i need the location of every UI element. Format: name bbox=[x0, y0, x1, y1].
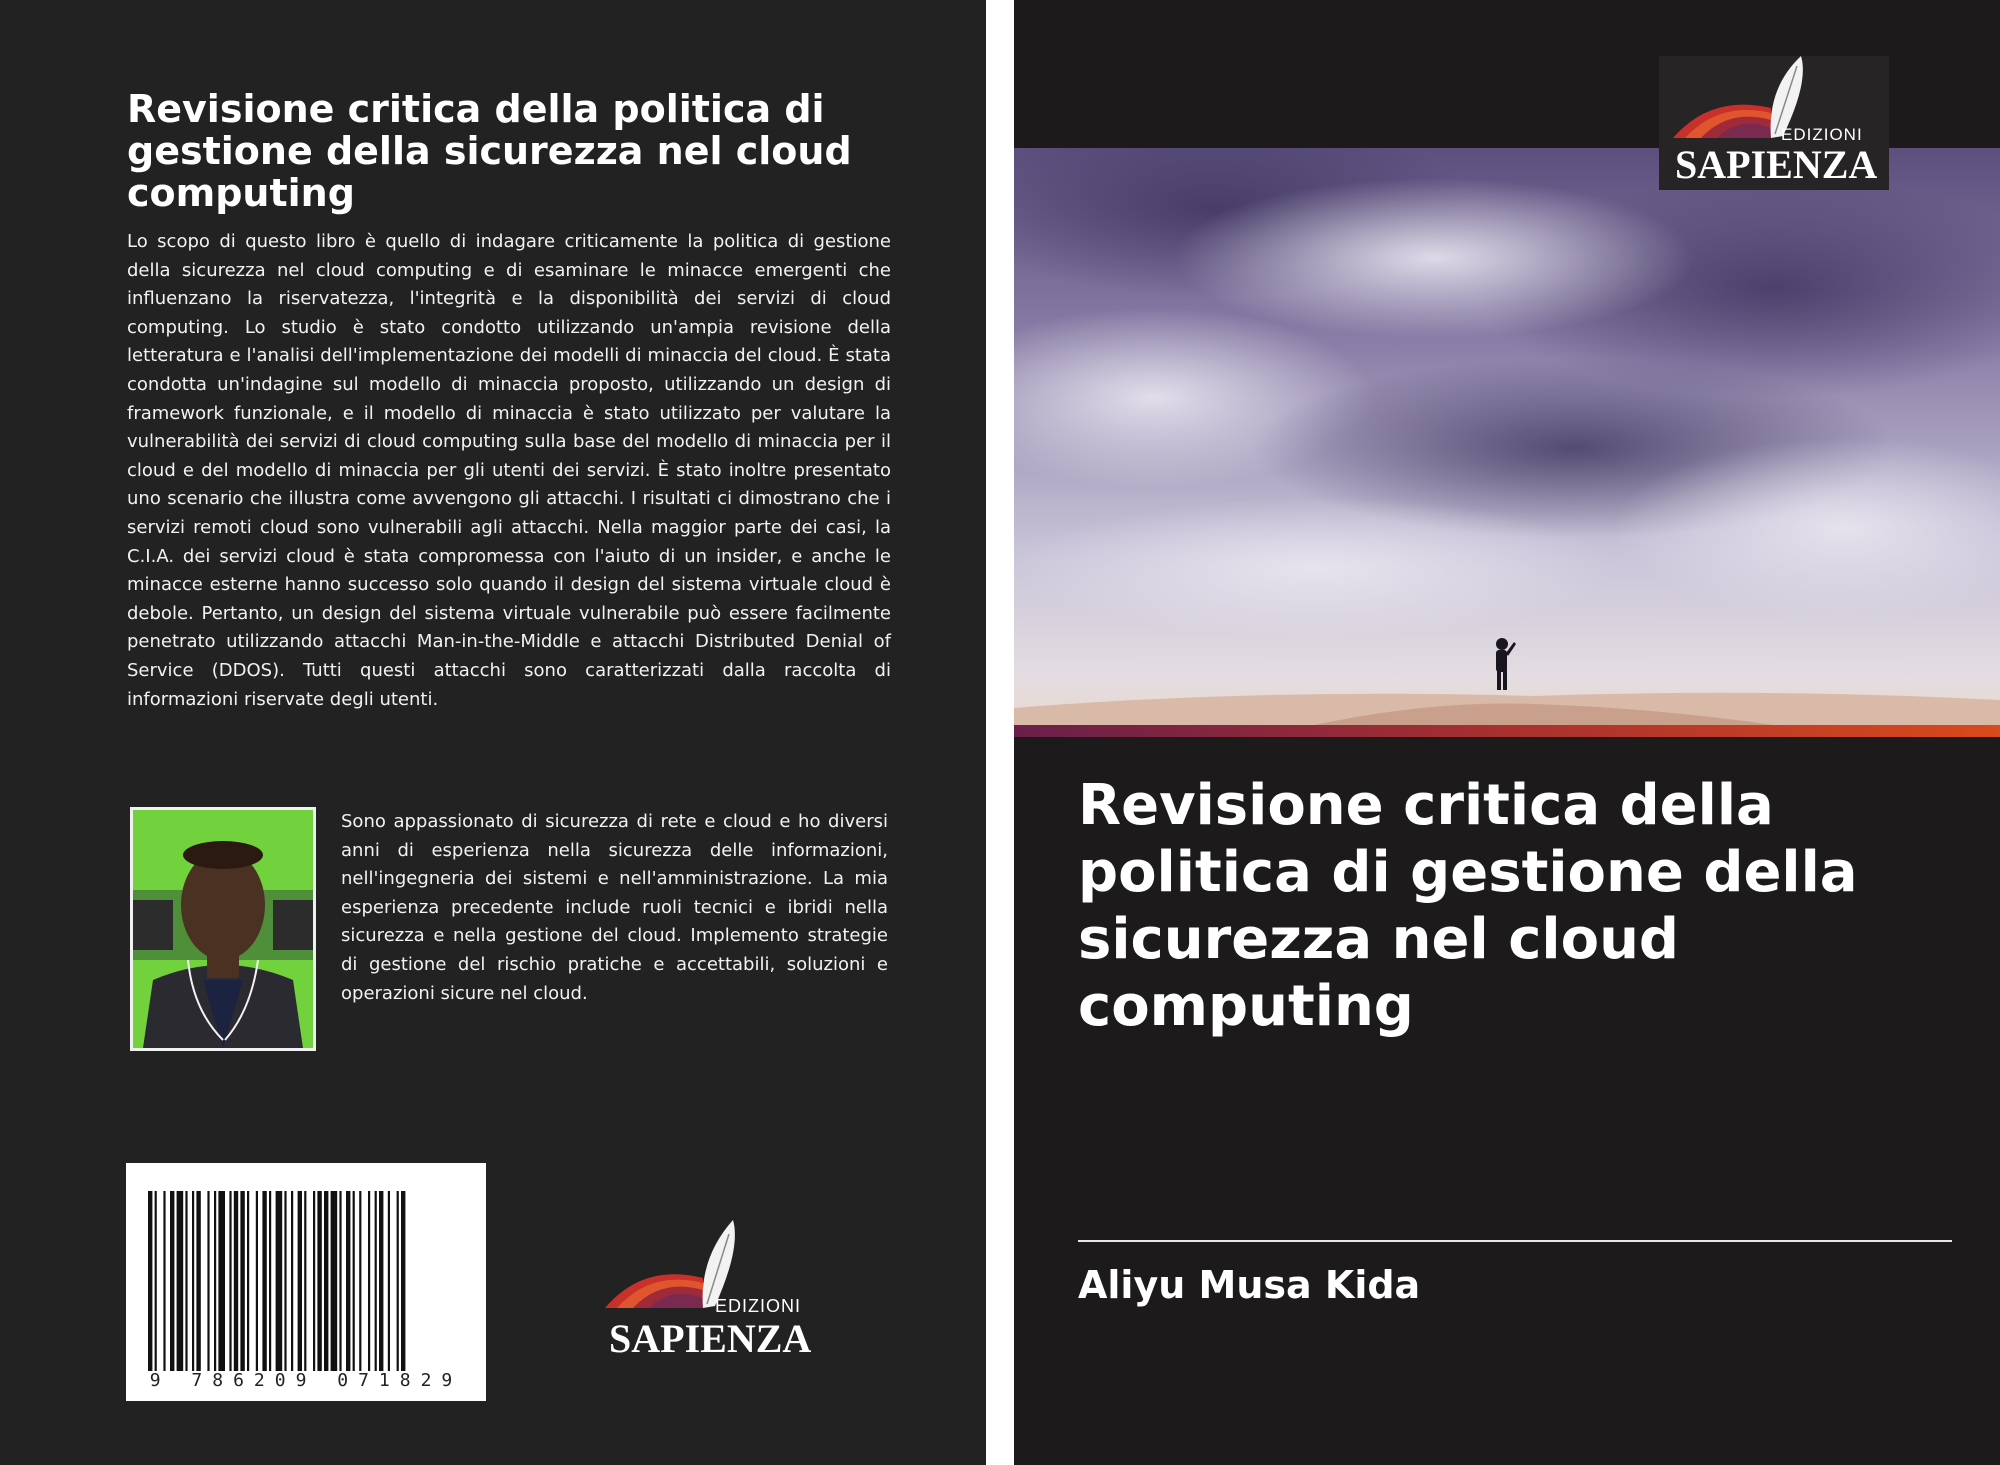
barcode-bar bbox=[298, 1191, 302, 1371]
front-cover bbox=[1014, 0, 2000, 1465]
publisher-edition-label-front: EDIZIONI bbox=[1781, 125, 1863, 144]
barcode-bar bbox=[229, 1191, 231, 1371]
publisher-name-front: SAPIENZA bbox=[1675, 142, 1878, 187]
publisher-name-back: SAPIENZA bbox=[609, 1316, 812, 1358]
barcode-bar bbox=[234, 1191, 238, 1371]
barcode-bar bbox=[170, 1191, 174, 1371]
front-cover-title: Revisione critica della politica di gestione della sicurezza nel cloud computing bbox=[1078, 773, 1858, 1039]
author-portrait-image bbox=[133, 810, 313, 1048]
feather-quill-icon bbox=[1659, 56, 1889, 190]
barcode-bar bbox=[155, 1191, 157, 1371]
cover-sky-image bbox=[1014, 148, 2000, 725]
barcode-bar bbox=[375, 1191, 377, 1371]
barcode-bar bbox=[177, 1191, 184, 1371]
author-photo bbox=[130, 807, 316, 1051]
barcode-bar bbox=[317, 1191, 321, 1371]
barcode-bars bbox=[126, 1163, 486, 1401]
barcode-bar bbox=[359, 1191, 361, 1371]
feather-quill-icon bbox=[603, 1218, 823, 1358]
barcode-bar bbox=[346, 1191, 350, 1371]
barcode-bar bbox=[185, 1191, 187, 1371]
barcode-bar bbox=[240, 1191, 244, 1371]
barcode-bar bbox=[256, 1191, 258, 1371]
barcode-bar bbox=[247, 1191, 249, 1371]
barcode-bar bbox=[214, 1191, 216, 1371]
accent-strip bbox=[1014, 725, 2000, 737]
barcode-bar bbox=[368, 1191, 370, 1371]
isbn-digits: 9 786209 071829 bbox=[149, 1370, 463, 1391]
barcode-bar bbox=[324, 1191, 328, 1371]
title-divider bbox=[1078, 1240, 1952, 1242]
spine-gap bbox=[986, 0, 1014, 1465]
barcode-bar bbox=[276, 1191, 283, 1371]
barcode-bar bbox=[304, 1191, 306, 1371]
barcode-bar bbox=[192, 1191, 194, 1371]
barcode-bar bbox=[284, 1191, 286, 1371]
back-cover-title: Revisione critica della politica di gestione della sicurezza nel cloud computing bbox=[127, 87, 852, 215]
barcode-bar bbox=[207, 1191, 209, 1371]
barcode-bar bbox=[269, 1191, 271, 1371]
author-name: Aliyu Musa Kida bbox=[1078, 1263, 1421, 1307]
barcode-bar bbox=[313, 1191, 315, 1371]
publisher-logo-back bbox=[603, 1218, 823, 1358]
barcode-bar bbox=[331, 1191, 338, 1371]
publisher-logo-front bbox=[1659, 56, 1889, 190]
barcode-bar bbox=[379, 1191, 383, 1371]
barcode bbox=[126, 1163, 486, 1401]
barcode-bar bbox=[397, 1191, 399, 1371]
back-cover-description: Lo scopo di questo libro è quello di indagare criticamente la politica di gestione della sicurezza nel cloud computing e di esaminare le minacce emergenti che influenzano la riservatezza, l'integrità e la disponibilità dei servizi di cloud computing. Lo studio è stato condotto utilizzando un'ampia revisione della letteratura e l'analisi dell'implementazione dei modelli di minaccia del cloud. È stata condotta un'indagine sul modello di minaccia proposto, utilizzando un design di framework funzionale, e il modello di minaccia è stato utilizzato per valutare la vulnerabilità dei servizi di cloud computing sulla base del modello di minaccia per il cloud e del modello di minaccia per gli utenti dei servizi. È stato inoltre presentato uno scenario che illustra come avvengono gli attacchi. I risultati ci dimostrano che i servizi remoti cloud sono vulnerabili agli attacchi. Nella maggior parte dei casi, la C.I.A. dei servizi cloud è stata compromessa con l'aiuto di un insider, e anche le minacce esterne hanno successo solo quando il design del sistema virtuale cloud è debole. Pertanto, un design del sistema virtuale vulnerabile può essere facilmente penetrato utilizzando attacchi Man-in-the-Middle e attacchi Distributed Denial of Service (DDOS). Tutti questi attacchi sono caratterizzati dalla raccolta di informazioni riservate degli utenti. bbox=[127, 231, 891, 710]
barcode-bar bbox=[291, 1191, 293, 1371]
barcode-bar bbox=[148, 1191, 152, 1371]
barcode-bar bbox=[388, 1191, 390, 1371]
barcode-bar bbox=[353, 1191, 355, 1371]
barcode-bar bbox=[196, 1191, 200, 1371]
publisher-edition-label-back: EDIZIONI bbox=[715, 1296, 802, 1316]
barcode-bar bbox=[218, 1191, 225, 1371]
author-bio: Sono appassionato di sicurezza di rete e cloud e ho diversi anni di esperienza nella sicurezza delle informazioni, nell'ingegneria dei sistemi e nell'amministrazione. La mia esperienza precedente include ruoli tecnici e ibridi nella sicurezza e nella gestione del cloud. Implemento strategie di gestione del rischio pratiche e accettabili, soluzioni e operazioni sicure nel cloud. bbox=[341, 811, 888, 1004]
barcode-bar bbox=[262, 1191, 266, 1371]
barcode-bar bbox=[163, 1191, 165, 1371]
back-cover bbox=[0, 0, 986, 1465]
barcode-bar bbox=[339, 1191, 341, 1371]
barcode-bar bbox=[401, 1191, 405, 1371]
